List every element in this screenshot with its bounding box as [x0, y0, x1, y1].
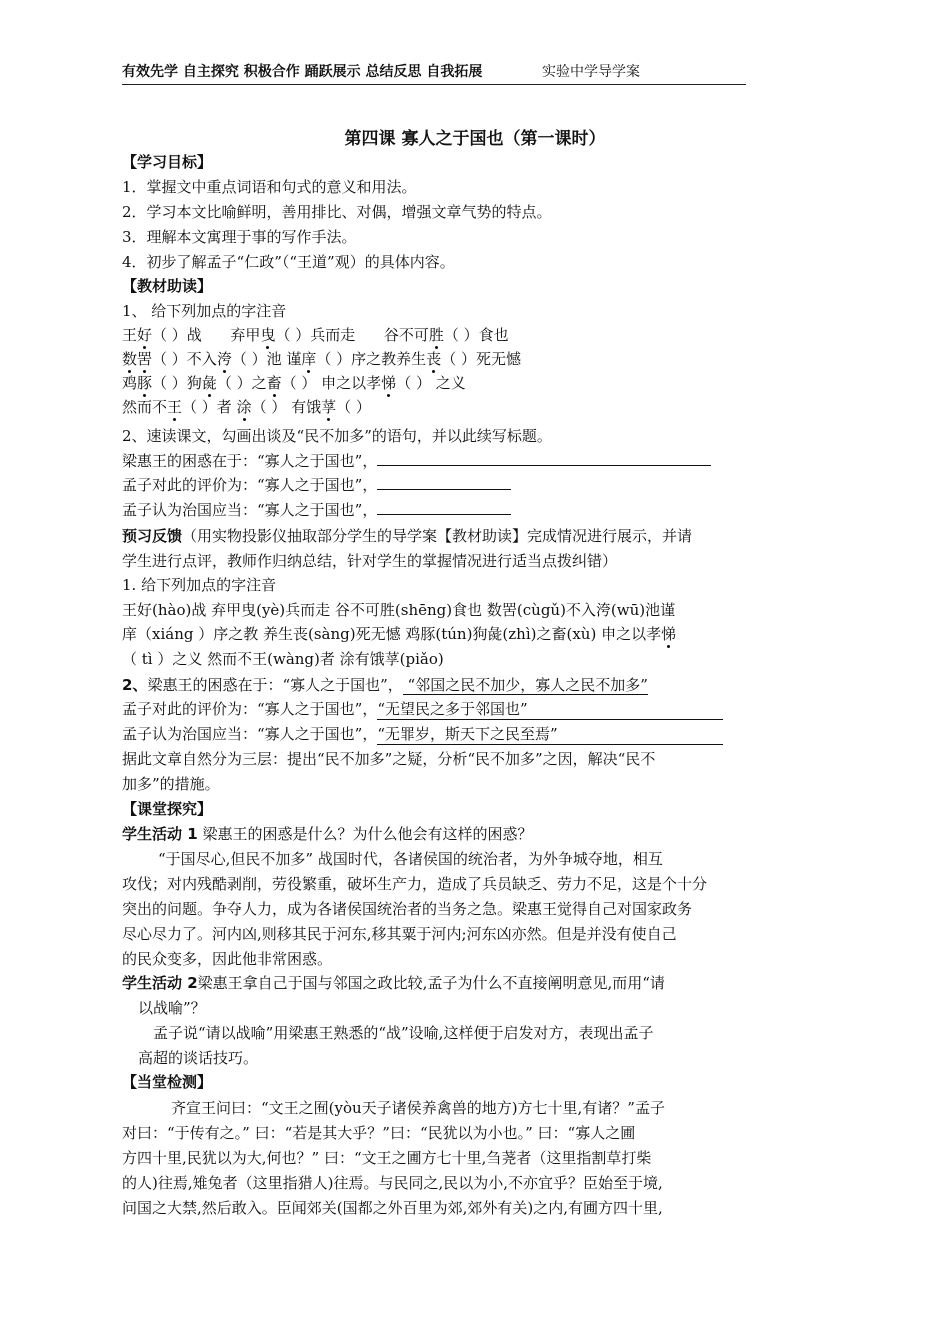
activity-1-answer: 尽心尽力了。河内凶,则移其民于河东,移其粟于河内;河东凶亦然。但是并没有使自己	[122, 925, 677, 943]
fill-prompt: 孟子认为治国应当：“寡人之于国也”，	[122, 501, 378, 519]
blank-paren: （ ） 有饿	[251, 398, 322, 416]
activity-1-answer: 攻伐；对内残酷剥削，劳役繁重，破坏生产力，造成了兵员缺乏、劳力不足，这是个十分	[122, 875, 708, 893]
activity-2-answer: 高超的谈话技巧。	[138, 1049, 259, 1067]
fill-prompt: 梁惠王的困惑在于：“寡人之于国也”，	[122, 452, 378, 470]
test-passage-line: 问国之大禁,然后敢入。臣闻郊关(国都之外百里为郊,郊外有关)之内,有圃方四十里,	[122, 1199, 663, 1217]
activity-1-answer: “于国尽心,但民不加多” 战国时代，各诸侯国的统治者，为外争城夺地，相互	[158, 850, 663, 868]
header-slogan: 有效先学 自主探究 积极合作 踊跃展示 总结反思 自我拓展	[122, 64, 483, 80]
dotted-char: 胜	[428, 326, 444, 344]
dotted-char: 数	[122, 350, 138, 368]
answer-summary: 加多”的措施。	[122, 775, 220, 793]
page-title: 第四课 寡人之于国也（第一课时）	[344, 129, 606, 149]
text-run: 谷不可	[383, 326, 429, 344]
activity-label: 学生活动 1	[122, 825, 198, 843]
text-run: 鸡	[122, 374, 138, 392]
activity-1-answer: 的民众变多，因此他非常困惑。	[122, 950, 333, 968]
dotted-char: 曳	[260, 326, 276, 344]
answer-blank[interactable]	[377, 500, 511, 515]
activity-2-question-cont: 以战喻”？	[138, 999, 206, 1017]
goal-item: 3．理解本文寓理于事的写作手法。	[122, 228, 357, 246]
dotted-char: 涂	[236, 398, 252, 416]
reading-heading: 【教材助读】	[122, 277, 213, 295]
text-run: 王	[122, 326, 138, 344]
blank-paren: （ ）之	[216, 374, 267, 392]
blank-paren: （ ）战	[152, 326, 202, 344]
answer-1-line: 王好(hào)战 弃甲曳(yè)兵而走 谷不可胜(shēng)食也 数罟(cùgǔ)不入洿(wū)池谨	[122, 601, 676, 619]
answer-number: 2、	[122, 676, 148, 694]
answer-text: “无望民之多于邻国也”	[377, 699, 723, 720]
test-heading: 【当堂检测】	[122, 1073, 213, 1091]
answer-2-line-3	[122, 724, 723, 745]
dotted-char: 好	[137, 326, 153, 344]
fill-prompt: 孟子对此的评价为：“寡人之于国也”，	[122, 700, 378, 718]
fill-line-3	[122, 500, 511, 520]
answer-2-line-1	[122, 675, 648, 695]
dotted-char: 悌	[381, 374, 397, 392]
answer-2-line-2	[122, 699, 723, 720]
header-school: 实验中学导学案	[542, 64, 640, 80]
blank-paren: （ ）序之教	[316, 350, 397, 368]
dotted-char: 畜	[266, 374, 282, 392]
answer-1-line	[122, 624, 676, 644]
answer-blank[interactable]	[377, 451, 711, 466]
goal-item: 2．学习本文比喻鲜明，善用排比、对偶，增强文章气势的特点。	[122, 203, 552, 221]
page-header	[122, 62, 746, 85]
feedback-desc: （用实物投影仪抽取部分学生的导学案【教材助读】完成情况进行展示，并请	[182, 527, 693, 545]
activity-1-answer: 突出的问题。争夺人力，成为各诸侯国统治者的当务之急。梁惠王觉得自己对国家政务	[122, 900, 693, 918]
explore-heading: 【课堂探究】	[122, 800, 213, 818]
pinyin-row-1	[122, 325, 509, 345]
blank-paren: （ ） 之义	[396, 374, 466, 392]
blank-paren: （ ）死无憾	[441, 350, 521, 368]
answer-text: “邻国之民不加少，寡人之民不加多”	[402, 676, 648, 694]
reading-question-2: 2、速读课文，勾画出谈及“民不加多”的语句，并以此续写标题。	[122, 427, 552, 445]
blank-paren: （ ）狗	[152, 374, 202, 392]
activity-2-answer: 孟子说“请以战喻”用梁惠王熟悉的“战”设喻,这样便于启发对方，表现出孟子	[153, 1024, 654, 1042]
blank-paren: （ ）不入	[152, 350, 217, 368]
fill-line-2	[122, 475, 511, 495]
blank-paren: （ ）兵而走	[275, 326, 356, 344]
test-passage-line: 齐宣王问曰：“文王之囿(yòu天子诸侯养禽兽的地方)方七十里,有诸？”孟子	[171, 1099, 665, 1117]
test-passage-line: 方四十里,民犹以为大,何也？” 曰：“文王之圃方七十里,刍荛者（这里指割草打柴	[122, 1149, 652, 1167]
dotted-char: 庠	[301, 350, 317, 368]
text-run: 庠（xiáng ）序之教 养生丧(sàng)死无憾 鸡豚(tún)狗彘(zhì)之畜(xù) 申之以孝	[122, 625, 662, 643]
goal-item: 4．初步了解孟子“仁政”（“王道”观）的具体内容。	[122, 253, 455, 271]
activity-question: 梁惠王拿自己于国与邻国之政比较,孟子为什么不直接阐明意见,而用“请	[197, 974, 665, 992]
fill-prompt: 孟子认为治国应当：“寡人之于国也”，	[122, 725, 378, 743]
dotted-char: 罟	[137, 350, 153, 368]
dotted-char: 豚	[137, 374, 153, 392]
feedback-intro	[122, 526, 692, 546]
activity-1-question	[122, 824, 532, 844]
text-run: 弃甲	[230, 326, 261, 344]
answer-1-line: （ tì ）之义 然而不王(wàng)者 涂有饿莩(piǎo)	[122, 650, 444, 668]
blank-paren: （ ） 申之以孝	[281, 374, 382, 392]
dotted-char: 洿	[216, 350, 232, 368]
dotted-char: 王	[167, 398, 183, 416]
fill-prompt: 梁惠王的困惑在于：“寡人之于国也”，	[147, 676, 403, 694]
fill-prompt: 孟子对此的评价为：“寡人之于国也”，	[122, 476, 378, 494]
activity-2-question	[122, 973, 665, 993]
answer-1-heading: 1. 给下列加点的字注音	[122, 576, 277, 594]
answer-summary: 据此文章自然分为三层：提出“民不加多”之疑，分析“民不加多”之因，解决“民不	[122, 750, 656, 768]
reading-question-1: 1、 给下列加点的字注音	[122, 302, 287, 320]
blank-paren: （ ）池 谨	[231, 350, 302, 368]
pinyin-row-2	[122, 349, 521, 369]
dotted-char: 悌	[661, 625, 677, 643]
test-passage-line: 对曰：“于传有之。” 曰：“若是其大乎？”曰：“民犹以为小也。” 曰：“寡人之圃	[122, 1124, 636, 1142]
activity-question: 梁惠王的困惑是什么？为什么他会有这样的困惑？	[197, 825, 533, 843]
text-run: 然而不	[122, 398, 168, 416]
pinyin-row-3	[122, 373, 466, 393]
feedback-desc-2: 学生进行点评，教师作归纳总结，针对学生的掌握情况进行适当点拨纠错）	[122, 552, 618, 570]
fill-line-1	[122, 451, 711, 471]
answer-text: “无罪岁，斯天下之民至焉”	[377, 724, 723, 745]
blank-paren: （ ）	[336, 398, 371, 416]
dotted-char: 莩	[321, 398, 337, 416]
blank-paren: （ ）者	[182, 398, 237, 416]
dotted-char: 丧	[426, 350, 442, 368]
activity-label: 学生活动 2	[122, 974, 198, 992]
pinyin-row-4	[122, 397, 371, 417]
blank-paren: （ ）食也	[443, 326, 509, 344]
feedback-heading: 预习反馈	[122, 527, 183, 545]
goals-heading: 【学习目标】	[122, 153, 213, 171]
dotted-char: 彘	[201, 374, 217, 392]
text-run: 养生	[396, 350, 427, 368]
test-passage-line: 的人)往焉,雉兔者（这里指猎人)往焉。与民同之,民以为小,不亦宜乎？臣始至于境,	[122, 1174, 663, 1192]
answer-blank[interactable]	[377, 475, 511, 490]
goal-item: 1．掌握文中重点词语和句式的意义和用法。	[122, 178, 417, 196]
